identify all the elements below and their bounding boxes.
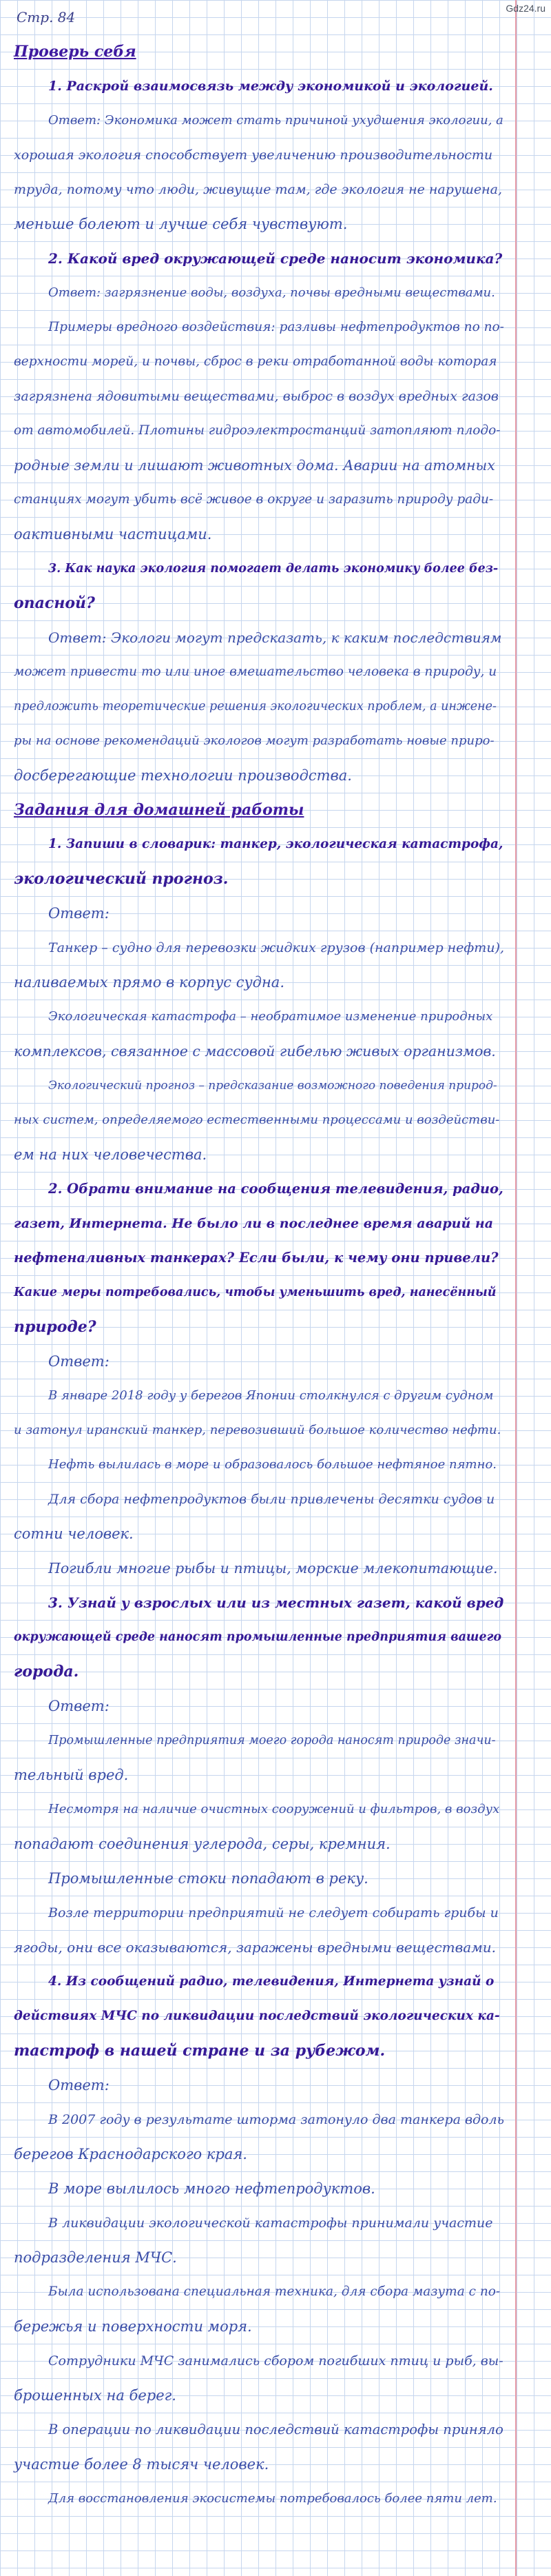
question-line: города. — [14, 1663, 79, 1681]
answer-line: Ответ: — [48, 905, 110, 922]
notebook-margin-line — [515, 0, 517, 2576]
answer-line: Ответ: загрязнение воды, воздуха, почвы вредными веществами. — [48, 285, 495, 300]
answer-line: ягоды, они все оказываются, заражены вредными веществами. — [14, 1939, 497, 1956]
answer-line: Ответ: — [48, 1698, 110, 1714]
question-line: Какие меры потребовались, чтобы уменьшить вред, нанесённый — [14, 1286, 497, 1299]
answer-line: Несмотря на наличие очистных сооружений и фильтров, в воздух — [48, 1802, 500, 1816]
answer-line: Ответ: — [48, 1353, 110, 1370]
notebook-page — [14, 0, 504, 2516]
answer-line: досберегающие технологии производства. — [14, 767, 352, 784]
answer-line: меньше болеют и лучше себя чувствуют. — [14, 216, 348, 232]
answer-line: родные земли и лишают животных дома. Аварии на атомных — [14, 457, 495, 474]
answer-line: Была использована специальная техника, для сбора мазута с по- — [48, 2284, 501, 2299]
question-line: 2. Какой вред окружающей среде наносит экономика? — [48, 250, 503, 267]
answer-line: наливаемых прямо в корпус судна. — [14, 974, 285, 991]
answer-line: участие более 8 тысяч человек. — [14, 2456, 269, 2473]
question-line: экологический прогноз. — [14, 870, 229, 888]
answer-line: Ответ: — [48, 2077, 110, 2093]
question-line: 2. Обрати внимание на сообщения телевидения, радио, — [48, 1181, 503, 1197]
answer-line: Экологическая катастрофа – необратимое изменение природных — [48, 1009, 493, 1024]
answer-line: труда, потому что люди, живущие там, где экология не нарушена, — [14, 182, 503, 197]
question-line: газет, Интернета. Не было ли в последнее время аварий на — [14, 1216, 494, 1231]
question-line: природе? — [14, 1318, 96, 1336]
answer-line: предложить теоретические решения экологических проблем, а инжене- — [14, 700, 497, 713]
question-line: действиях МЧС по ликвидации последствий экологических ка- — [14, 2009, 500, 2023]
answer-line: ры на основе рекомендаций экологов могут разработать новые приро- — [14, 733, 495, 748]
answer-line: от автомобилей. Плотины гидроэлектростанций затопляют плодо- — [14, 423, 501, 438]
watermark: Gdz24.ru — [506, 3, 545, 14]
answer-line: В ликвидации экологической катастрофы принимали участие — [48, 2215, 493, 2231]
answer-line: В 2007 году в результате шторма затонуло два танкера вдоль — [48, 2112, 504, 2127]
answer-line: ем на них человечества. — [14, 1146, 207, 1163]
answer-line: В море вылилось много нефтепродуктов. — [48, 2180, 375, 2197]
question-line: 3. Как наука экология помогает делать экономику более без- — [48, 562, 499, 576]
page-number: Стр. 84 — [17, 9, 76, 26]
answer-line: Промышленные предприятия моего города наносят природе значи- — [48, 1734, 496, 1747]
answer-line: Экологический прогноз – предсказание возможного поведения природ- — [48, 1079, 497, 1093]
answer-line: Сотрудники МЧС занимались сбором погибших птиц и рыб, вы- — [48, 2353, 503, 2369]
question-line: 1. Раскрой взаимосвязь между экономикой и экологией. — [48, 79, 493, 94]
answer-line: берегов Краснодарского края. — [14, 2146, 247, 2162]
answer-line: В операции по ликвидации последствий катастрофы приняло — [48, 2422, 503, 2437]
answer-line: верхности морей, и почвы, сброс в реки отработанной воды которая — [14, 354, 497, 369]
answer-line: Промышленные стоки попадают в реку. — [48, 1870, 368, 1887]
answer-line: брошенных на берег. — [14, 2387, 176, 2404]
answer-line: может привести то или иное вмешательство человека в природу, и — [14, 665, 497, 679]
answer-line: станциях могут убить всё живое в округе и заразить природу ради- — [14, 492, 494, 507]
answer-line: загрязнена ядовитыми веществами, выброс в воздух вредных газов — [14, 389, 499, 404]
answer-line: Для сбора нефтепродуктов были привлечены десятки судов и — [48, 1492, 495, 1507]
answer-line: Примеры вредного воздействия: разливы нефтепродуктов по по- — [48, 320, 504, 334]
answer-line: Нефть вылилась в море и образовалось большое нефтяное пятно. — [48, 1457, 497, 1472]
answer-line: Погибли многие рыбы и птицы, морские млекопитающие. — [48, 1560, 498, 1576]
section-title-check-yourself: Проверь себя — [14, 43, 136, 61]
answer-line: и затонул иранский танкер, перевозивший большое количество нефти. — [14, 1423, 501, 1437]
question-line: опасной? — [14, 594, 95, 612]
answer-line: подразделения МЧС. — [14, 2249, 177, 2266]
answer-line: комплексов, связанное с массовой гибелью живых организмов. — [14, 1043, 496, 1059]
question-line: тастроф в нашей стране и за рубежом. — [14, 2042, 386, 2060]
question-line: нефтеналивных танкерах? Если были, к чему они привели? — [14, 1250, 499, 1266]
answer-line: В январе 2018 году у берегов Японии столкнулся с другим судном — [48, 1388, 494, 1403]
answer-line: Танкер – судно для перевозки жидких грузов (например нефти), — [48, 940, 505, 955]
answer-line: Ответ: Экологи могут предсказать, к каким последствиям — [48, 629, 502, 646]
answer-line: Возле территории предприятий не следует собирать грибы и — [48, 1905, 499, 1920]
question-line: 4. Из сообщений радио, телевидения, Интернета узнай о — [48, 1974, 495, 1989]
answer-line: Для восстановления экосистемы потребовалось более пяти лет. — [48, 2491, 497, 2506]
answer-line: бережья и поверхности моря. — [14, 2318, 252, 2335]
question-line: 3. Узнай у взрослых или из местных газет, какой вред — [48, 1594, 504, 1611]
section-title-homework: Задания для домашней работы — [14, 801, 304, 819]
answer-line: сотни человек. — [14, 1525, 134, 1542]
answer-line: Ответ: Экономика может стать причиной ухудшения экологии, а — [48, 113, 503, 128]
answer-line: тельный вред. — [14, 1767, 129, 1783]
question-line: окружающей среде наносят промышленные предприятия вашего — [14, 1630, 502, 1644]
answer-line: попадают соединения углерода, серы, кремния. — [14, 1836, 391, 1852]
answer-line: ных систем, определяемого естественными процессами и воздействи- — [14, 1113, 500, 1127]
answer-line: оактивными частицами. — [14, 526, 212, 542]
answer-line: хорошая экология способствует увеличению производительности — [14, 148, 493, 163]
question-line: 1. Запиши в словарик: танкер, экологическая катастрофа, — [48, 837, 503, 851]
